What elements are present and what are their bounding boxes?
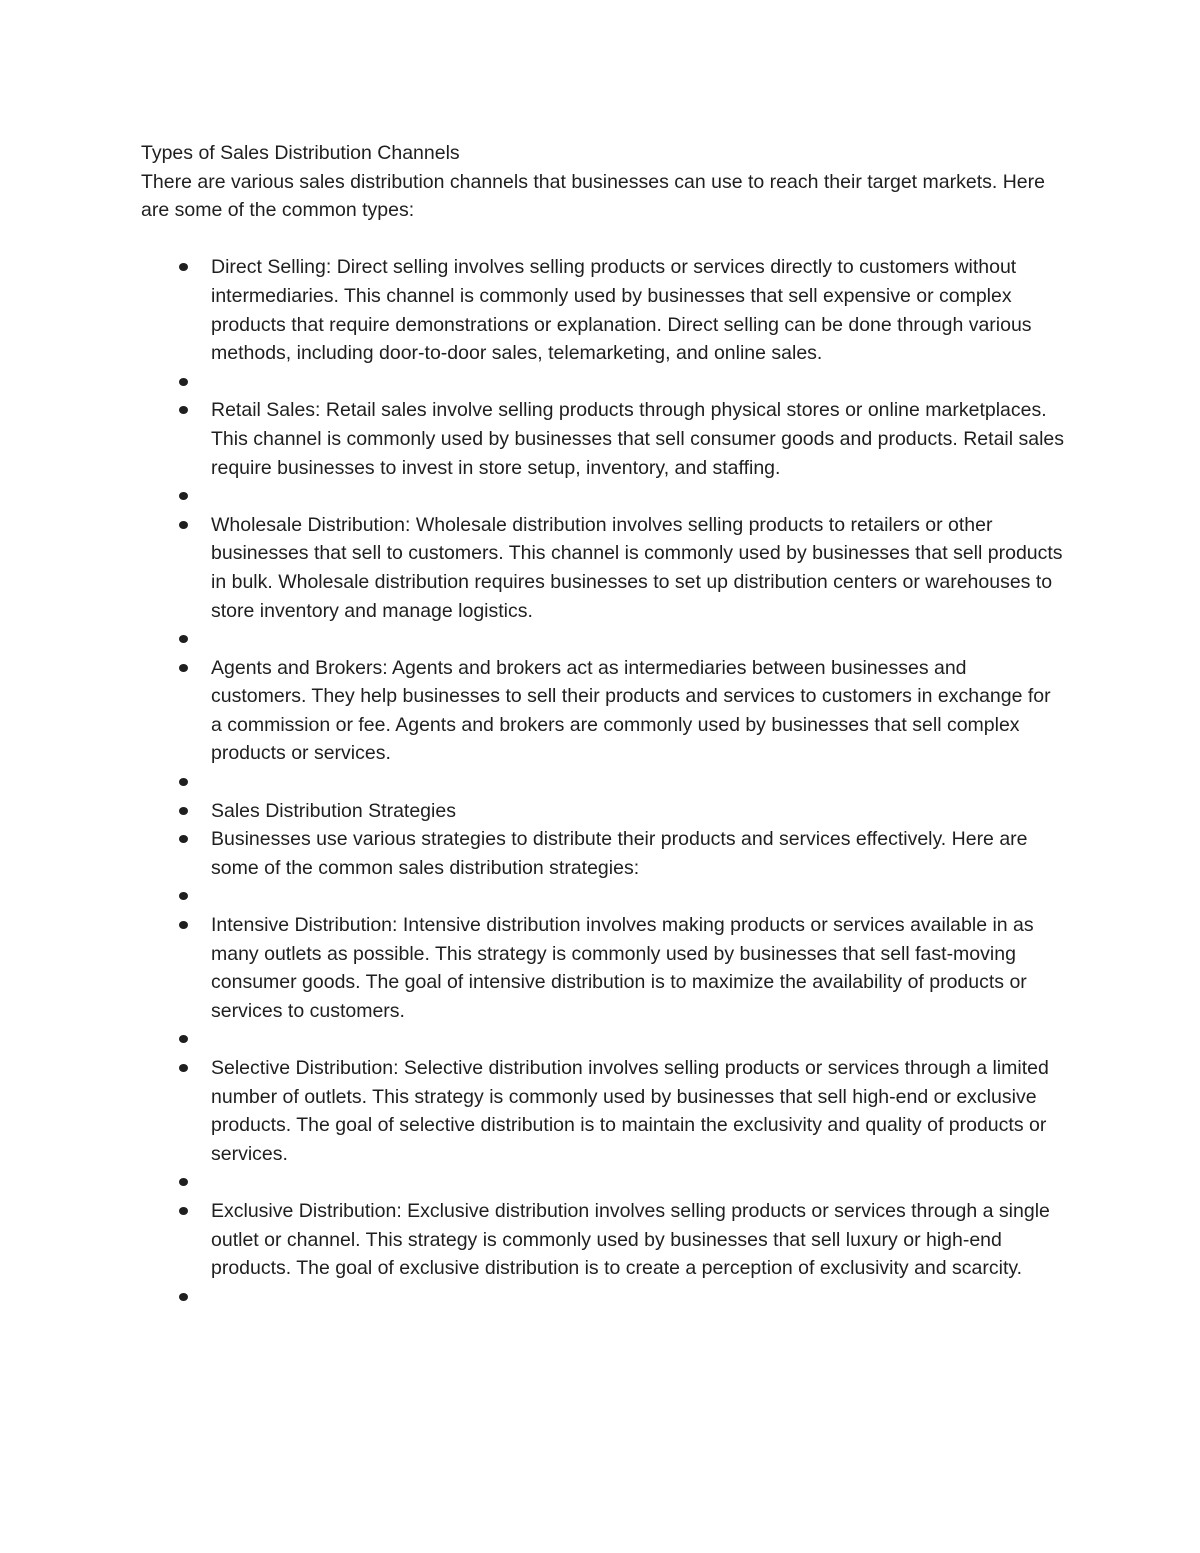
- list-item: [141, 368, 1066, 397]
- list-item-text: Sales Distribution Strategies: [211, 799, 456, 822]
- bullet-icon: [179, 664, 188, 672]
- bullet-icon: [179, 807, 188, 815]
- bullet-icon: [179, 1207, 188, 1215]
- bullet-icon: [179, 1064, 188, 1072]
- list-item-text: Exclusive Distribution: Exclusive distribution involves selling products or services through a single outlet or channel. This strategy is commonly used by businesses that sell luxury or high-end products. The goal of exclusive distribution is to create a perception of exclusivity and scarcity.: [211, 1199, 1050, 1280]
- list-item: [141, 1054, 1066, 1168]
- bullet-icon: [179, 521, 188, 529]
- bullet-icon: [179, 1178, 188, 1186]
- bullet-icon: [179, 406, 188, 414]
- bullet-icon: [179, 378, 188, 386]
- list-item-text: Businesses use various strategies to distribute their products and services effectively. Here are some of the common sales distribution strategies:: [211, 828, 1028, 879]
- list-item-text: Wholesale Distribution: Wholesale distribution involves selling products to retailers or other businesses that sell to customers. This channel is commonly used by businesses that sell products in bulk. Wholesale distribution requires businesses to set up distribution centers or warehouses to store inventory and manage logistics.: [211, 513, 1063, 622]
- bullet-icon: [179, 835, 188, 843]
- paragraph-spacer: [141, 225, 1066, 254]
- list-item: [141, 1025, 1066, 1054]
- bullet-icon: [179, 892, 188, 900]
- bullet-icon: [179, 263, 188, 271]
- list-item: [141, 911, 1066, 1025]
- bullet-icon: [179, 921, 188, 929]
- list-item: [141, 825, 1066, 882]
- list-item: [141, 625, 1066, 654]
- bullet-icon: [179, 635, 188, 643]
- bullet-icon: [179, 778, 188, 786]
- list-item-text: Retail Sales: Retail sales involve selling products through physical stores or online marketplaces. This channel is commonly used by businesses that sell consumer goods and products. Retail sales require businesses to invest in store setup, inventory, and staffing.: [211, 399, 1065, 479]
- list-item-text: Direct Selling: Direct selling involves selling products or services directly to customers without intermediaries. This channel is commonly used by businesses that sell expensive or complex products that require demonstrations or explanation. Direct selling can be done through various methods, including door-to-door sales, telemarketing, and online sales.: [211, 256, 1032, 365]
- bullet-icon: [179, 1293, 188, 1301]
- list-item: [141, 1283, 1066, 1312]
- bullet-list: [141, 253, 1066, 1311]
- list-item: [141, 396, 1066, 482]
- list-item: [141, 768, 1066, 797]
- document-body: [141, 139, 1066, 1311]
- list-item-text: Agents and Brokers: Agents and brokers act as intermediaries between businesses and customers. They help businesses to sell their products and services to customers in exchange for a commission or fee. Agents and brokers are commonly used by businesses that sell complex products or services.: [211, 656, 1051, 765]
- list-item-text: Intensive Distribution: Intensive distribution involves making products or services available in as many outlets as possible. This strategy is commonly used by businesses that sell fast-moving consumer goods. The goal of intensive distribution is to maximize the availability of products or services to customers.: [211, 914, 1034, 1022]
- list-item: [141, 654, 1066, 768]
- intro-paragraph: There are various sales distribution channels that businesses can use to reach their target markets. Here are some of the common types:: [141, 170, 1045, 222]
- list-item: [141, 797, 1066, 826]
- bullet-icon: [179, 1035, 188, 1043]
- list-item: [141, 1197, 1066, 1283]
- list-item: [141, 511, 1066, 625]
- list-item: [141, 1168, 1066, 1197]
- list-item: [141, 882, 1066, 911]
- list-item: [141, 482, 1066, 511]
- list-item: [141, 253, 1066, 367]
- document-title: Types of Sales Distribution Channels: [141, 142, 460, 164]
- bullet-icon: [179, 492, 188, 500]
- list-item-text: Selective Distribution: Selective distribution involves selling products or services through a limited number of outlets. This strategy is commonly used by businesses that sell high-end or exclusive products. The goal of selective distribution is to maintain the exclusivity and quality of products or services.: [211, 1057, 1049, 1165]
